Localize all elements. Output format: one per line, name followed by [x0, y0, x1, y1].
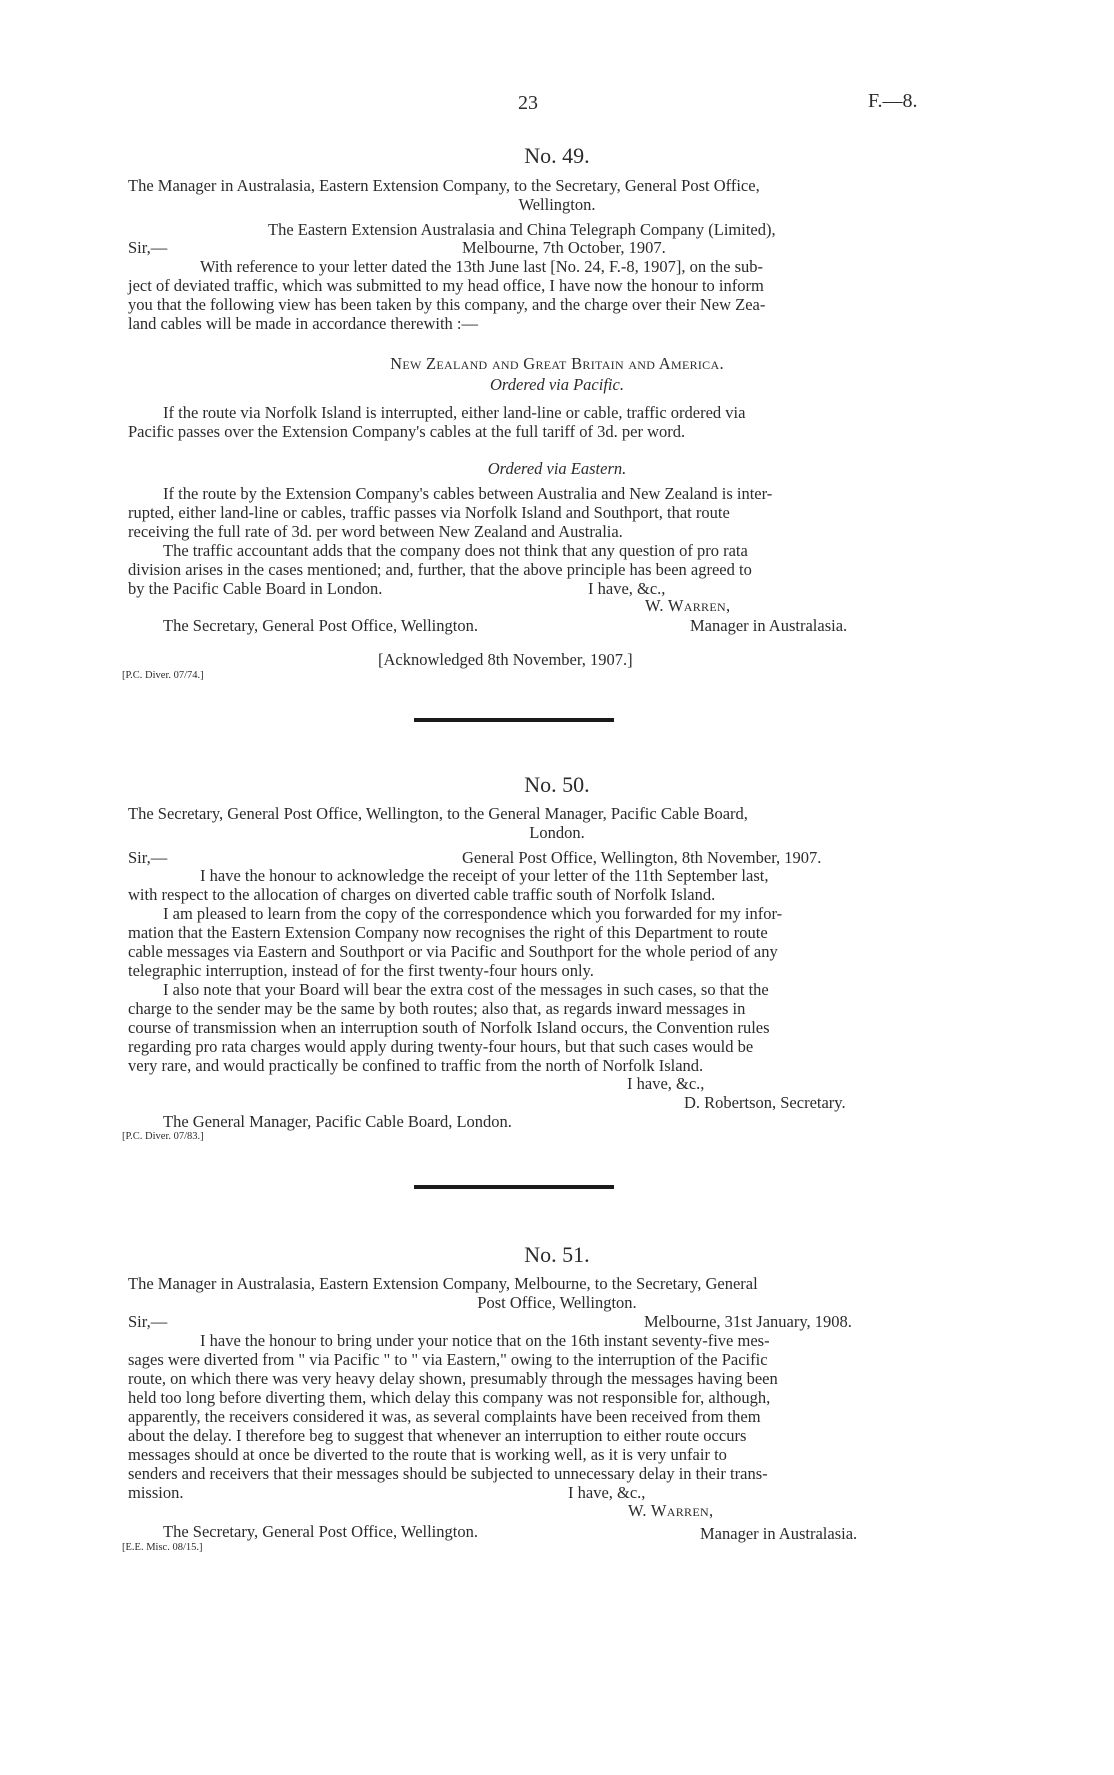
letter-50-title: No. 50. [524, 772, 590, 797]
letter-49-signatory-title: Manager in Australasia. [690, 616, 848, 635]
document-reference: F.—8. [868, 90, 918, 112]
letter-51-signatory: W. Warren, [628, 1501, 714, 1520]
letter-50-heading-cont: London. [529, 823, 585, 842]
letter-51-closing: I have, &c., [568, 1483, 646, 1502]
letter-50-signatory: D. Robertson, Secretary. [684, 1093, 846, 1112]
section-divider [414, 1185, 614, 1189]
section-divider [414, 718, 614, 722]
page-number: 23 [518, 92, 538, 114]
letter-49-salutation: Sir,— [128, 238, 168, 257]
letter-51-file-reference: [E.E. Misc. 08/15.] [122, 1542, 203, 1553]
letter-49-title: No. 49. [524, 143, 590, 168]
letter-50-closing: I have, &c., [627, 1074, 705, 1093]
letter-50-file-reference: [P.C. Diver. 07/83.] [122, 1131, 204, 1142]
letter-51-heading-cont: Post Office, Wellington. [477, 1293, 637, 1312]
letter-51-heading: The Manager in Australasia, Eastern Extension Company, Melbourne, to the Secretary, General [128, 1274, 758, 1293]
letter-51-signatory-title: Manager in Australasia. [700, 1524, 858, 1543]
letter-50-addressee: The General Manager, Pacific Cable Board, London. [163, 1112, 512, 1131]
letter-49-acknowledgement: [Acknowledged 8th November, 1907.] [378, 650, 633, 669]
letter-49-subheading-pacific: Ordered via Pacific. [490, 375, 624, 394]
letter-49-company: The Eastern Extension Australasia and China Telegraph Company (Limited), [268, 220, 776, 239]
letter-49-place-date: Melbourne, 7th October, 1907. [462, 238, 666, 257]
letter-49-heading-cont: Wellington. [518, 195, 596, 214]
letter-49-subheading-eastern: Ordered via Eastern. [487, 459, 627, 478]
letter-49-heading: The Manager in Australasia, Eastern Extension Company, to the Secretary, General Post Office, [128, 176, 760, 195]
letter-50-heading: The Secretary, General Post Office, Wellington, to the General Manager, Pacific Cable Board, [128, 804, 748, 823]
letter-51-salutation: Sir,— [128, 1312, 168, 1331]
letter-49-section-title: New Zealand and Great Britain and America. [390, 354, 724, 373]
letter-50-salutation: Sir,— [128, 848, 168, 867]
letter-50-place-date: General Post Office, Wellington, 8th November, 1907. [462, 848, 822, 867]
letter-49-file-reference: [P.C. Diver. 07/74.] [122, 670, 204, 681]
letter-51-title: No. 51. [524, 1242, 590, 1267]
letter-51-addressee: The Secretary, General Post Office, Wellington. [163, 1522, 478, 1541]
letter-49-signatory: W. Warren, [645, 596, 731, 615]
letter-49-addressee: The Secretary, General Post Office, Wellington. [163, 616, 478, 635]
letter-49-closing: I have, &c., [588, 579, 666, 598]
letter-51-place-date: Melbourne, 31st January, 1908. [644, 1312, 852, 1331]
